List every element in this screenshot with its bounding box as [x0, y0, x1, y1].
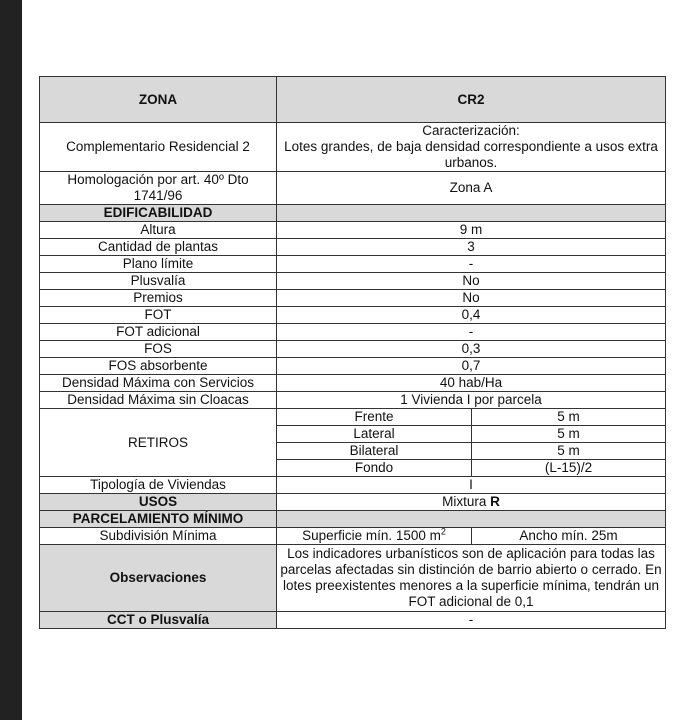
param-label: FOS — [40, 341, 277, 358]
param-label: FOS absorbente — [40, 358, 277, 375]
param-label: FOT adicional — [40, 324, 277, 341]
param-row — [40, 324, 666, 341]
subdivision-ancho: Ancho mín. 25m — [472, 528, 666, 545]
parcelamiento-heading: PARCELAMIENTO MÍNIMO — [40, 511, 277, 528]
param-row — [40, 256, 666, 273]
parcelamiento-blank — [277, 511, 666, 528]
retiros-row — [40, 409, 666, 426]
usos-bold: R — [490, 494, 500, 509]
param-label: Altura — [40, 222, 277, 239]
param-row — [40, 222, 666, 239]
param-label: Plusvalía — [40, 273, 277, 290]
param-label: Cantidad de plantas — [40, 239, 277, 256]
observaciones-row — [40, 545, 666, 612]
cct-row — [40, 612, 666, 629]
param-value: 1 Vivienda I por parcela — [277, 392, 666, 409]
zona-code: CR2 — [277, 77, 666, 123]
retiros-label: RETIROS — [40, 409, 277, 477]
parcelamiento-row — [40, 511, 666, 528]
param-row — [40, 341, 666, 358]
observaciones-text: Los indicadores urbanísticos son de aplicación para todas las parcelas afectadas sin distinción de barrio abierto o cerrado. En lotes preexistentes menores a la superficie mínima, tendrán un FOT adicional de 0,1 — [277, 545, 666, 612]
param-value: No — [277, 290, 666, 307]
observaciones-label: Observaciones — [40, 545, 277, 612]
param-value: - — [277, 256, 666, 273]
param-row — [40, 273, 666, 290]
superficie-text: Superficie mín. 1500 m — [302, 528, 441, 543]
usos-prefix: Mixtura — [442, 494, 491, 509]
param-label: Premios — [40, 290, 277, 307]
param-label: Densidad Máxima sin Cloacas — [40, 392, 277, 409]
param-row — [40, 358, 666, 375]
param-value: - — [277, 324, 666, 341]
homologacion-label: Homologación por art. 40º Dto 1741/96 — [40, 172, 277, 205]
caracterizacion-text: Lotes grandes, de baja densidad correspondiente a usos extra urbanos. — [284, 139, 658, 170]
zone-name: Complementario Residencial 2 — [40, 123, 277, 172]
param-row — [40, 239, 666, 256]
param-value: 3 — [277, 239, 666, 256]
homologacion-row — [40, 172, 666, 205]
subdivision-row — [40, 528, 666, 545]
caracterizacion-cell — [277, 123, 666, 172]
param-value: No — [277, 273, 666, 290]
param-value: 0,4 — [277, 307, 666, 324]
param-value: 0,3 — [277, 341, 666, 358]
cct-label: CCT o Plusvalía — [40, 612, 277, 629]
retiro-label: Frente — [277, 409, 472, 426]
retiro-label: Fondo — [277, 460, 472, 477]
tipologia-value: I — [277, 477, 666, 494]
retiro-value: 5 m — [472, 426, 666, 443]
zone-name-row — [40, 123, 666, 172]
retiro-label: Lateral — [277, 426, 472, 443]
usos-label: USOS — [40, 494, 277, 511]
param-value: 0,7 — [277, 358, 666, 375]
edificabilidad-row — [40, 205, 666, 222]
left-edge-bar — [0, 0, 22, 720]
param-label: Plano límite — [40, 256, 277, 273]
param-label: Densidad Máxima con Servicios — [40, 375, 277, 392]
homologacion-value: Zona A — [277, 172, 666, 205]
caracterizacion-title: Caracterización: — [422, 123, 520, 138]
retiro-label: Bilateral — [277, 443, 472, 460]
param-value: 9 m — [277, 222, 666, 239]
param-row — [40, 290, 666, 307]
subdivision-label: Subdivisión Mínima — [40, 528, 277, 545]
tipologia-label: Tipología de Viviendas — [40, 477, 277, 494]
zone-table — [39, 76, 666, 629]
param-row — [40, 392, 666, 409]
edificabilidad-blank — [277, 205, 666, 222]
subdivision-superficie — [277, 528, 472, 545]
usos-value — [277, 494, 666, 511]
superficie-sup: 2 — [440, 527, 446, 537]
tipologia-row — [40, 477, 666, 494]
zona-label: ZONA — [40, 77, 277, 123]
edificabilidad-heading: EDIFICABILIDAD — [40, 205, 277, 222]
retiro-value: 5 m — [472, 443, 666, 460]
param-label: FOT — [40, 307, 277, 324]
param-row — [40, 375, 666, 392]
title-row — [40, 77, 666, 123]
retiro-value: (L-15)/2 — [472, 460, 666, 477]
retiro-value: 5 m — [472, 409, 666, 426]
cct-value: - — [277, 612, 666, 629]
param-row — [40, 307, 666, 324]
usos-row — [40, 494, 666, 511]
param-value: 40 hab/Ha — [277, 375, 666, 392]
